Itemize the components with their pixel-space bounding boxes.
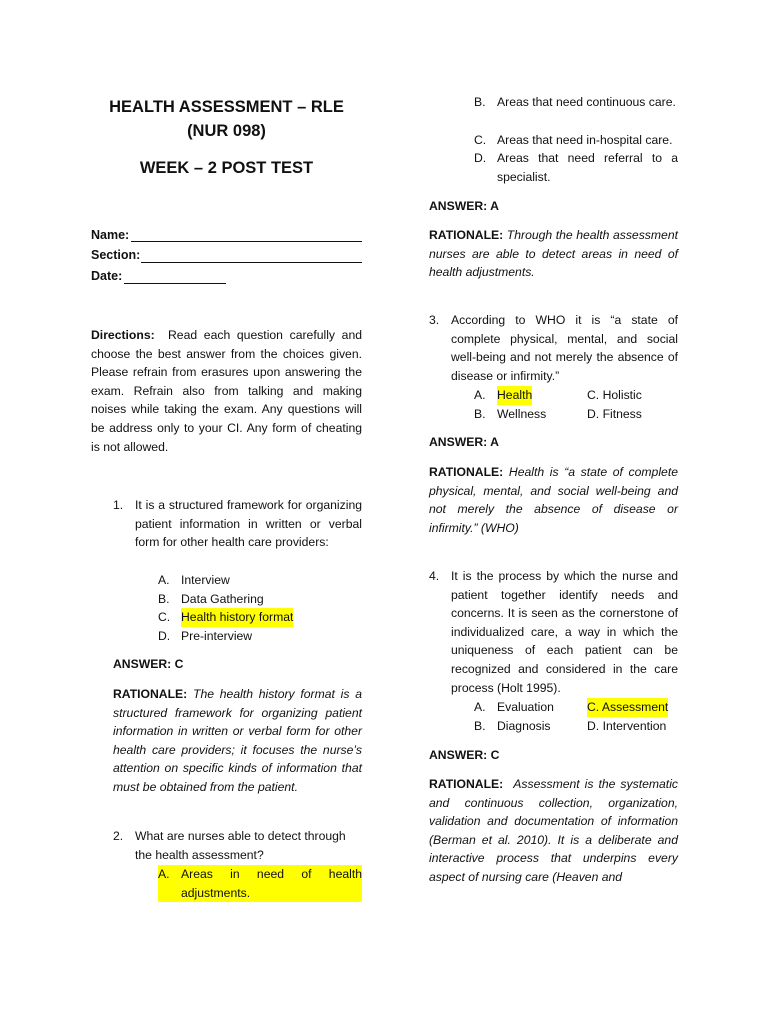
option-b: [474, 93, 678, 112]
option-b: [474, 405, 546, 424]
option-letter: D.: [158, 629, 171, 643]
option-letter: A.: [158, 865, 181, 902]
question-number: 1.: [113, 498, 124, 512]
option-letter: A.: [158, 573, 170, 587]
question-4: [429, 567, 678, 697]
rationale-text: Assessment is the systematic and continuous collection, organization, validation and documentation of information (Berman et al. 2010). It is a deliberate and interactive process that underpins every aspect of nursing care (Heaven and: [429, 777, 678, 884]
option-text: Areas that need continuous care.: [497, 95, 676, 109]
option-a: [474, 386, 532, 405]
option-text: Evaluation: [497, 700, 554, 714]
option-c: [158, 608, 293, 627]
directions: [91, 326, 362, 456]
answer-4: ANSWER: C: [429, 748, 500, 762]
rationale-text: The health history format is a structured framework for organizing patient information in written or verbal form for other health care providers; it focuses the nurse’s attention on specific kinds of information that must be obtained from the patient.: [113, 687, 363, 794]
directions-label: Directions:: [91, 328, 155, 342]
rationale-label: RATIONALE:: [429, 228, 504, 242]
directions-text: Read each question carefully and choose the best answer from the choices given. Please refrain from erasures upon answering the exam. Refrain also from talking and making noises while taking the exam. Any questions will be address only to your CI. Any form of cheating is not allowed.: [91, 328, 362, 454]
option-text: Areas that need referral to a specialist.: [497, 151, 678, 184]
question-number: 4.: [429, 569, 440, 583]
option-text: D. Fitness: [587, 407, 642, 421]
option-text: Data Gathering: [181, 592, 264, 606]
rationale-text: Health is “a state of complete physical, mental, and social well-being and not merely the absence of disease or infirmity.” (WHO): [429, 465, 678, 535]
option-d: [158, 627, 252, 646]
correct-option-text: Health history format: [181, 608, 293, 627]
name-field[interactable]: [131, 241, 362, 242]
option-letter: B.: [158, 592, 170, 606]
rationale-label: RATIONALE:: [429, 465, 504, 479]
option-text: C. Holistic: [587, 388, 642, 402]
page-subtitle: WEEK – 2 POST TEST: [139, 159, 314, 177]
option-d: [474, 149, 678, 186]
option-text: Interview: [181, 573, 230, 587]
answer-1: ANSWER: C: [113, 657, 184, 671]
option-letter: B.: [474, 95, 486, 109]
section-field[interactable]: [141, 262, 362, 263]
option-letter: B.: [474, 719, 486, 733]
rationale-label: RATIONALE:: [429, 777, 504, 791]
option-text: Diagnosis: [497, 719, 551, 733]
question-text: What are nurses able to detect through the health assessment?: [135, 829, 346, 862]
question-text: It is a structured framework for organizing patient information in written or verbal form for other health care providers:: [135, 498, 362, 550]
option-d: [587, 717, 666, 736]
rationale-1: [113, 685, 362, 797]
question-2: [113, 827, 362, 864]
option-c: [474, 131, 678, 150]
name-label: Name:: [91, 228, 130, 242]
option-d: [587, 405, 642, 424]
question-text: It is the process by which the nurse and patient together identify needs and concerns. It is seen as the cornerstone of individualized care, a way in which the uniqueness of each patient can be recognized and considered in the care process (Holt 1995).: [451, 569, 678, 695]
question-number: 2.: [113, 829, 124, 843]
correct-option-text: C. Assessment: [587, 698, 668, 717]
rationale-label: RATIONALE:: [113, 687, 188, 701]
option-letter: A.: [474, 700, 486, 714]
option-letter: C.: [158, 610, 171, 624]
question-1: [113, 496, 362, 552]
question-3: [429, 311, 678, 385]
rationale-4: [429, 775, 678, 887]
option-c: [587, 386, 642, 405]
rationale-text: Through the health assessment nurses are able to detect areas in need of health adjustments.: [429, 228, 678, 280]
option-b: [474, 717, 551, 736]
section-label: Section:: [91, 248, 141, 262]
option-letter: B.: [474, 407, 486, 421]
page-title: HEALTH ASSESSMENT – RLE: [109, 98, 344, 116]
correct-option-text: Health: [497, 386, 532, 405]
option-a: [474, 698, 554, 717]
rationale-2: [429, 226, 678, 282]
option-letter: A.: [474, 388, 486, 402]
rationale-3: [429, 463, 678, 537]
answer-2: ANSWER: A: [429, 199, 499, 213]
option-a: [158, 571, 230, 590]
question-number: 3.: [429, 313, 440, 327]
date-field[interactable]: [124, 283, 226, 284]
date-label: Date:: [91, 269, 123, 283]
option-b: [158, 590, 264, 609]
option-text: Wellness: [497, 407, 547, 421]
question-text: According to WHO it is “a state of complete physical, mental, and social well-being and not merely the absence of disease or infirmity.”: [451, 313, 678, 383]
option-c: [587, 698, 668, 717]
course-code: (NUR 098): [187, 122, 266, 140]
option-text: Pre-interview: [181, 629, 253, 643]
option-text: D. Intervention: [587, 719, 667, 733]
option-letter: D.: [474, 151, 487, 165]
answer-3: ANSWER: A: [429, 435, 499, 449]
option-a: [158, 865, 362, 902]
option-letter: C.: [474, 133, 487, 147]
correct-option-text: Areas in need of health adjustments.: [181, 865, 362, 902]
option-text: Areas that need in-hospital care.: [497, 133, 673, 147]
